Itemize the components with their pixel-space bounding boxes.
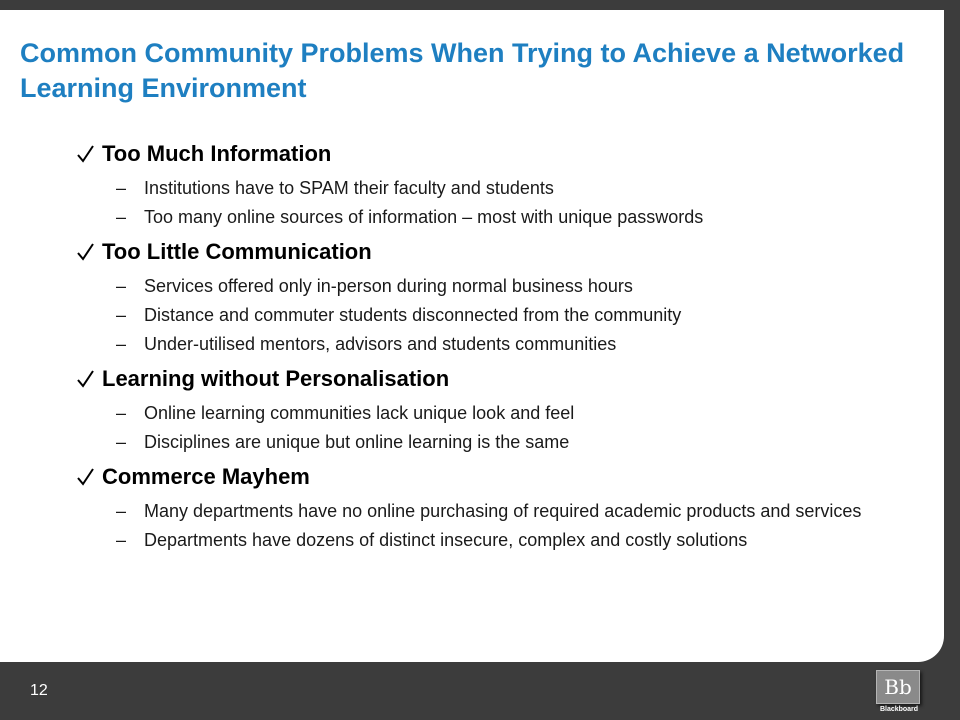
section-heading xyxy=(76,461,876,493)
slide-panel xyxy=(0,10,944,662)
checkmark-icon xyxy=(76,138,96,170)
list-item xyxy=(76,530,876,551)
dash-marker: – xyxy=(116,501,127,521)
list-item-text: Under-utilised mentors, advisors and students communities xyxy=(144,334,617,354)
dash-marker: – xyxy=(116,403,127,423)
list-item xyxy=(76,305,876,326)
section-too-little-communication xyxy=(76,236,876,355)
sub-bullet-list xyxy=(76,501,876,551)
list-item-text: Distance and commuter students disconnected from the community xyxy=(144,305,682,325)
list-item xyxy=(76,178,876,199)
sub-bullet-list xyxy=(76,403,876,453)
slide-title: Common Community Problems When Trying to Achieve a Networked Learning Environment xyxy=(20,38,905,103)
section-heading-text: Too Much Information xyxy=(102,141,332,166)
section-heading xyxy=(76,138,876,170)
list-item xyxy=(76,432,876,453)
list-item-text: Too many online sources of information – most with unique passwords xyxy=(144,207,704,227)
list-item xyxy=(76,334,876,355)
dash-marker: – xyxy=(116,207,127,227)
section-learning-without-personalisation xyxy=(76,363,876,453)
list-item xyxy=(76,276,876,297)
list-item-text: Institutions have to SPAM their faculty and students xyxy=(144,178,554,198)
list-item-text: Disciplines are unique but online learning is the same xyxy=(144,432,570,452)
list-item-text: Many departments have no online purchasing of required academic products and services xyxy=(144,501,862,521)
list-item xyxy=(76,403,876,424)
logo-mark: Bb xyxy=(876,670,920,704)
dash-marker: – xyxy=(116,334,127,354)
page-number: 12 xyxy=(30,682,48,699)
logo-name: Blackboard xyxy=(879,706,919,713)
dash-marker: – xyxy=(116,276,127,296)
checkmark-icon xyxy=(76,236,96,268)
slide-content xyxy=(76,138,876,559)
dash-marker: – xyxy=(116,530,127,550)
section-heading-text: Learning without Personalisation xyxy=(102,366,450,391)
section-heading xyxy=(76,363,876,395)
list-item xyxy=(76,207,876,228)
dash-marker: – xyxy=(116,178,127,198)
section-heading-text: Commerce Mayhem xyxy=(102,464,310,489)
list-item-text: Online learning communities lack unique look and feel xyxy=(144,403,575,423)
section-commerce-mayhem xyxy=(76,461,876,551)
checkmark-icon xyxy=(76,363,96,395)
list-item-text: Departments have dozens of distinct insecure, complex and costly solutions xyxy=(144,530,748,550)
list-item xyxy=(76,501,876,522)
sub-bullet-list xyxy=(76,178,876,228)
checkmark-icon xyxy=(76,461,96,493)
list-item-text: Services offered only in-person during normal business hours xyxy=(144,276,633,296)
sub-bullet-list xyxy=(76,276,876,355)
dash-marker: – xyxy=(116,305,127,325)
section-too-much-information xyxy=(76,138,876,228)
section-heading xyxy=(76,236,876,268)
blackboard-logo xyxy=(868,666,930,716)
section-heading-text: Too Little Communication xyxy=(102,239,372,264)
dash-marker: – xyxy=(116,432,127,452)
